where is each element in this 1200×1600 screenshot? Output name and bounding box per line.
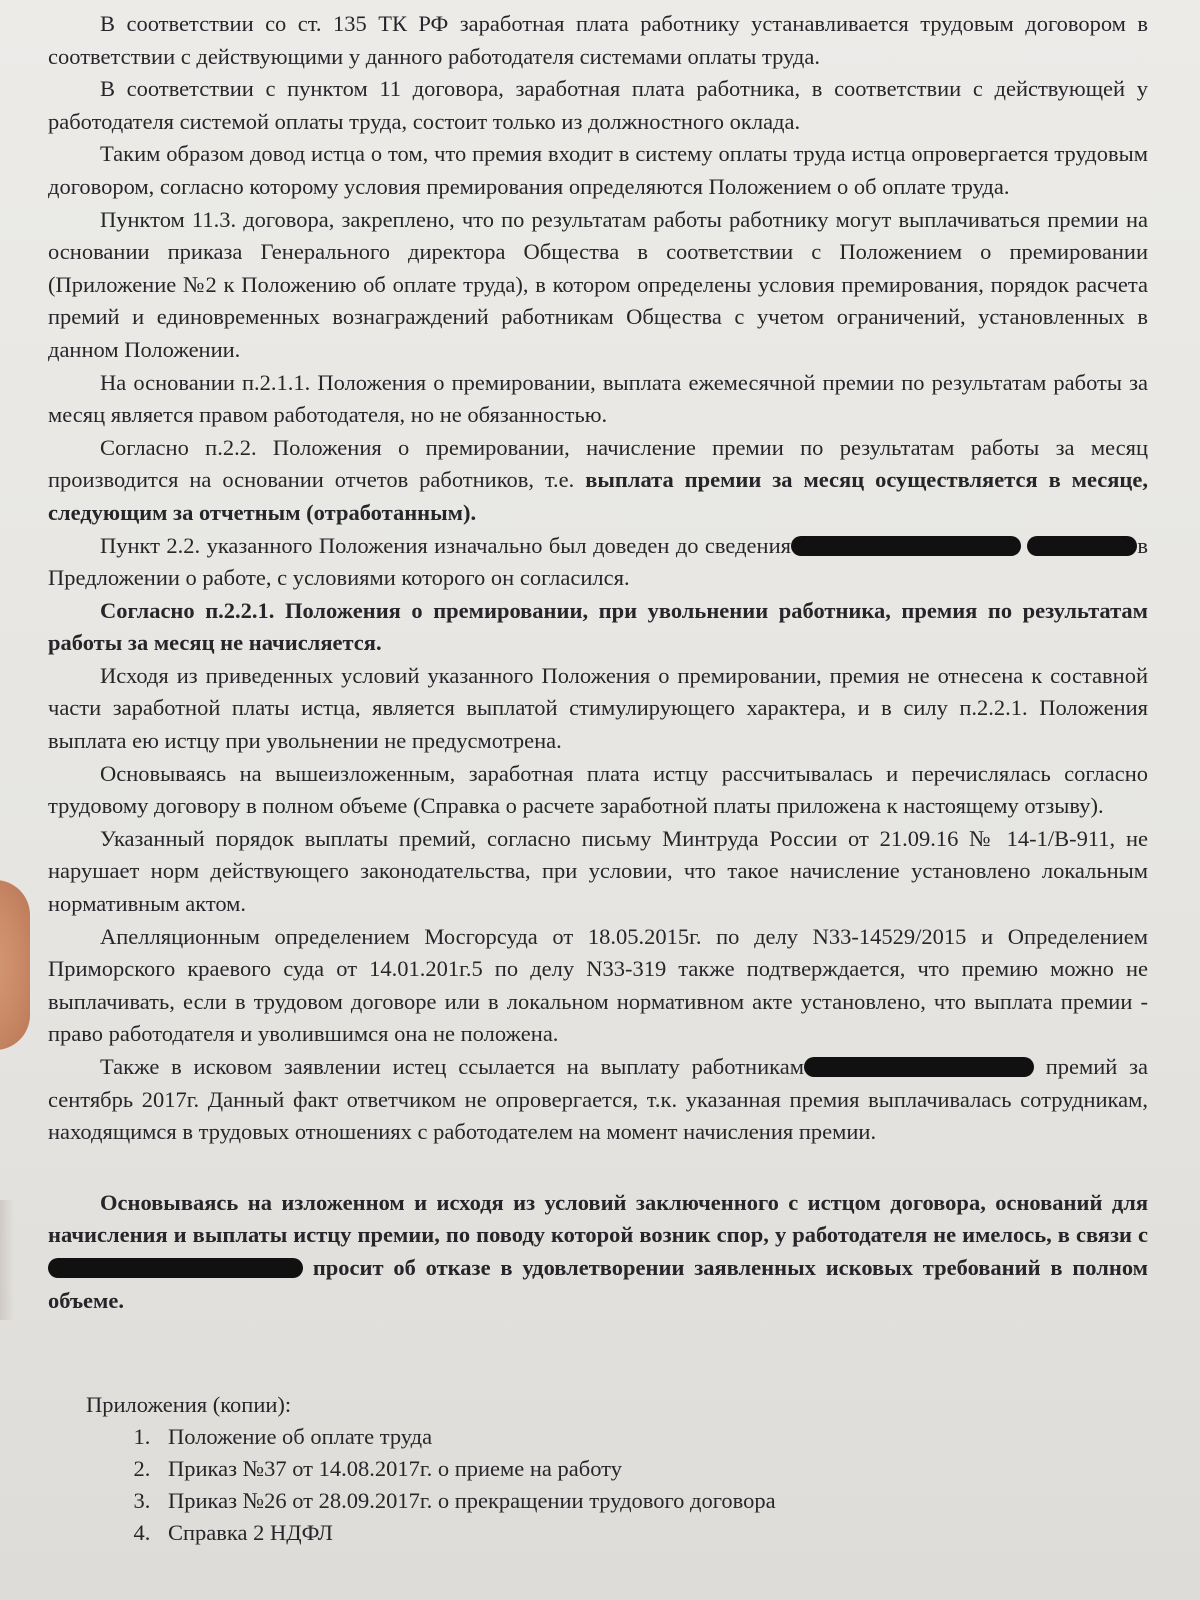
paragraph-8-bold: Согласно п.2.2.1. Положения о премировании, при увольнении работника, премия по результатам работы за месяц не начисляется.: [48, 597, 1148, 656]
spacer: [48, 1149, 1148, 1187]
conclusion-paragraph: [48, 1187, 1148, 1317]
document-body: [48, 8, 1148, 1549]
paragraph-6: [48, 432, 1148, 530]
page-edge-shadow: [0, 1200, 14, 1320]
conclusion-text-after: просит об отказе в удовлетворении заявленных исковых требований в полном объеме.: [48, 1254, 1148, 1313]
paragraph-7-text-after: в Предложении о работе, с условиями которого он согласился.: [48, 532, 1148, 591]
paragraph-10: Основываясь на вышеизложенным, заработная плата истцу рассчитывалась и перечислялась согласно трудовому договору в полном объеме (Справка о расчете заработной платы приложена к настоящему отзыву).: [48, 760, 1148, 819]
paragraph-11: Указанный порядок выплаты премий, согласно письму Минтруда России от 21.09.16 № 14-1/В-911, не нарушает норм действующего законодательства, при условии, что такое начисление установлено локальным нормативным актом.: [48, 825, 1148, 917]
paragraph-5: На основании п.2.1.1. Положения о премировании, выплата ежемесячной премии по результатам работы за месяц является правом работодателя, но не обязанностью.: [48, 369, 1148, 428]
appendix-heading: Приложения (копии):: [86, 1392, 292, 1418]
appendix-item: 1. Положение об оплате труда: [156, 1421, 1148, 1453]
appendix-section: [48, 1389, 1148, 1549]
paragraph-6-bold: выплата премии за месяц осуществляется в месяце, следующим за отчетным (отработанным).: [48, 467, 1148, 525]
appendix-item: 3. Приказ №26 от 28.09.2017г. о прекращении трудового договора: [156, 1485, 1148, 1517]
finger-in-photo: [0, 880, 30, 1050]
appendix-list: [86, 1421, 1148, 1549]
paragraph-9: Исходя из приведенных условий указанного Положения о премировании, премия не отнесена к составной части заработной платы истца, является выплатой стимулирующего характера, и в силу п.2.2.1. Положения выплата ею истцу при увольнении не предусмотрена.: [48, 662, 1148, 754]
paragraph-3: Таким образом довод истца о том, что премия входит в систему оплаты труда истца опровергается трудовым договором, согласно которому условия премирования определяются Положением о об оплате труда.: [48, 141, 1148, 199]
appendix-item: 2. Приказ №37 от 14.08.2017г. о приеме на работу: [156, 1453, 1148, 1485]
paragraph-1: В соответствии со ст. 135 ТК РФ заработная плата работнику устанавливается трудовым договором в соответствии с действующими у данного работодателя системами оплаты труда.: [48, 11, 1148, 69]
paragraph-6-text: Согласно п.2.2. Положения о премировании, начисление премии по результатам работы за месяц производится на основании отчетов работников, т.е.: [48, 434, 1148, 493]
redaction-mark: [48, 1258, 303, 1278]
redaction-mark: [1027, 536, 1137, 556]
paragraph-2: В соответствии с пунктом 11 договора, заработная плата работника, в соответствии с действующей у работодателя системой оплаты труда, состоит только из должностного оклада.: [48, 76, 1148, 134]
conclusion-text-before: Основываясь на изложенном и исходя из условий заключенного с истцом договора, оснований для начисления и выплаты истцу премии, по поводу которой возник спор, у работодателя не имелось, в связи с: [48, 1189, 1148, 1248]
paragraph-7: [48, 530, 1148, 595]
paragraph-13: [48, 1051, 1148, 1149]
paragraph-13-text-before: Также в исковом заявлении истец ссылается на выплату работникам: [100, 1054, 804, 1079]
appendix-item: 4. Справка 2 НДФЛ: [156, 1517, 1148, 1549]
paragraph-13-text-after: премий за сентябрь 2017г. Данный факт ответчиком не опровергается, т.к. указанная премия выплачивалась сотрудникам, находящимся в трудовых отношениях с работодателем на момент начисления премии.: [48, 1054, 1149, 1145]
paragraph-12: Апелляционным определением Мосгорсуда от 18.05.2015г. по делу N33-14529/2015 и Определением Приморского краевого суда от 14.01.201г.5 по делу N33-319 также подтверждается, что премию можно не выплачивать, если в трудовом договоре или в локальном нормативном акте установлено, что выплата премии - право работодателя и уволившимся она не положена.: [48, 923, 1148, 1047]
redaction-mark: [791, 536, 1021, 556]
redaction-mark: [804, 1057, 1034, 1077]
paragraph-4: Пунктом 11.3. договора, закреплено, что по результатам работы работнику могут выплачиваться премии на основании приказа Генерального директора Общества в соответствии с Положением о премировании (Приложение №2 к Положению об оплате труда), в котором определены условия премирования, порядок расчета премий и единовременных вознаграждений работникам Общества с учетом ограничений, установленных в данном Положении.: [48, 206, 1148, 362]
paragraph-7-text-before: Пункт 2.2. указанного Положения изначально был доведен до сведения: [100, 532, 791, 558]
